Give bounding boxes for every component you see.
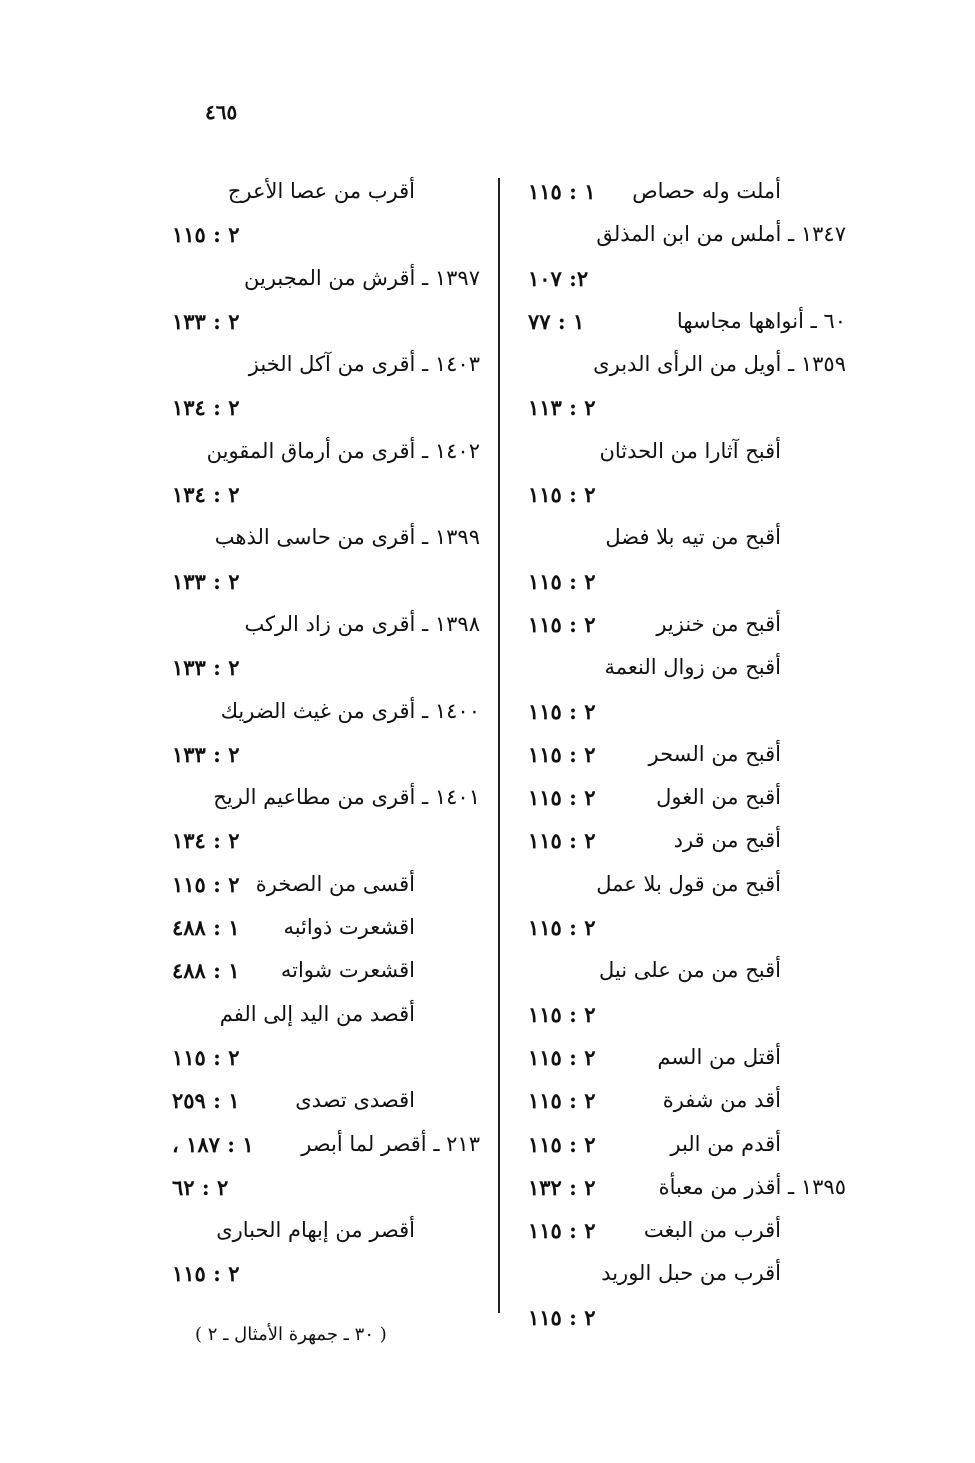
index-entry bbox=[528, 1079, 846, 1122]
index-entry bbox=[528, 343, 846, 386]
index-entry bbox=[172, 1079, 480, 1122]
index-entry bbox=[172, 819, 480, 862]
index-entry bbox=[172, 863, 480, 906]
entry-text: أقدم من البر bbox=[670, 1131, 781, 1156]
index-entry bbox=[172, 603, 480, 646]
entry-reference: ٢ : ١١٥ bbox=[528, 1044, 596, 1070]
page-footer: ( ٣٠ ـ جمهرة الأمثال ـ ٢ ) bbox=[195, 1324, 387, 1345]
entry-text: أقبح من تيه بلا فضل bbox=[605, 525, 781, 550]
entry-text: أقبح آثارا من الحدثان bbox=[599, 438, 781, 463]
index-entry bbox=[528, 300, 846, 343]
index-entry bbox=[172, 949, 480, 992]
entry-text: أقصر من إبهام الحبارى bbox=[216, 1218, 415, 1243]
entry-reference: ٢ : ١١٥ bbox=[528, 568, 596, 594]
entry-reference: ١ : ٤٨٨ bbox=[172, 958, 240, 984]
entry-text: ١٤٠٣ ـ أقرى من آكل الخبز bbox=[248, 352, 480, 377]
entry-text: ١٤٠١ ـ أقرى من مطاعيم الريح bbox=[213, 785, 480, 810]
entry-text: أقرب من عصا الأعرج bbox=[227, 179, 415, 203]
index-entry bbox=[172, 906, 480, 949]
index-entry bbox=[528, 1296, 846, 1339]
entry-reference: ١ : ٤٨٨ bbox=[172, 915, 240, 941]
entry-text: أقصد من اليد إلى الفم bbox=[219, 1001, 415, 1026]
index-entry bbox=[172, 300, 480, 343]
entry-reference: ٢ : ١٣٤ bbox=[172, 828, 240, 854]
index-entry bbox=[528, 690, 846, 733]
index-entry bbox=[172, 343, 480, 386]
entry-reference: ٢ : ١٣٣ bbox=[172, 741, 240, 767]
entry-text: أقسى من الصخرة bbox=[255, 871, 415, 896]
index-entry bbox=[172, 1166, 480, 1209]
entry-reference: ٢ : ١٣٢ bbox=[528, 1174, 596, 1200]
entry-text: أقبح من من على نيل bbox=[598, 958, 781, 983]
entry-text: اقشعرت ذوائبه bbox=[283, 915, 415, 940]
index-entry bbox=[172, 257, 480, 300]
entry-reference: ٢ : ١٣٤ bbox=[172, 482, 240, 508]
entry-text: اقشعرت شواته bbox=[280, 958, 415, 983]
entry-text: أقبح من زوال النعمة bbox=[604, 655, 781, 680]
entry-reference: ١ : ٧٧ bbox=[528, 308, 585, 334]
entry-text: أقبح من الغول bbox=[656, 785, 781, 810]
index-entry bbox=[172, 1123, 480, 1166]
left-column bbox=[172, 170, 480, 1296]
index-entry bbox=[528, 733, 846, 776]
entry-reference: ٢ : ١١٥ bbox=[172, 1044, 240, 1070]
entry-reference: ٢ : ١١٥ bbox=[528, 915, 596, 941]
entry-reference: ٢ : ١١٥ bbox=[172, 1261, 240, 1287]
entry-reference: ٢ : ١١٣ bbox=[528, 395, 596, 421]
index-entry bbox=[528, 993, 846, 1036]
entry-text: ١٣٩٩ ـ أقرى من حاسى الذهب bbox=[214, 525, 480, 550]
entry-reference: ٢ : ١١٥ bbox=[528, 1001, 596, 1027]
index-entry bbox=[528, 213, 846, 256]
index-entry bbox=[528, 170, 846, 213]
entry-reference: ٢ : ١١٥ bbox=[528, 482, 596, 508]
entry-reference: ١ : ١١٥ bbox=[528, 179, 596, 204]
index-entry bbox=[528, 819, 846, 862]
index-entry bbox=[528, 473, 846, 516]
entry-reference: ٢ : ١١٥ bbox=[172, 222, 240, 248]
entry-text: ١٣٤٧ ـ أملس من ابن المذلق bbox=[596, 222, 846, 247]
entry-text: أقد من شفرة bbox=[662, 1088, 781, 1113]
entry-text: اقصدى تصدى bbox=[295, 1088, 415, 1113]
entry-text: ٢١٣ ـ أقصر لما أبصر bbox=[301, 1131, 480, 1156]
entry-text: ١٣٩٥ ـ أقذر من معبأة bbox=[658, 1174, 846, 1199]
entry-text: أملت وله حصاص bbox=[632, 179, 781, 203]
entry-reference: ٢ : ١١٥ bbox=[528, 741, 596, 767]
index-entry bbox=[172, 993, 480, 1036]
index-entry bbox=[172, 733, 480, 776]
index-entry bbox=[172, 1209, 480, 1252]
entry-reference: ٢ : ١١٥ bbox=[528, 785, 596, 811]
index-entry bbox=[172, 646, 480, 689]
index-entry bbox=[528, 646, 846, 689]
entry-text: أقبح من قول بلا عمل bbox=[596, 871, 781, 896]
entry-reference: ٢: ١٠٧ bbox=[528, 265, 589, 291]
index-entry bbox=[172, 430, 480, 473]
index-entry bbox=[528, 1166, 846, 1209]
column-divider bbox=[498, 178, 500, 1313]
entry-text: ١٣٩٨ ـ أقرى من زاد الركب bbox=[244, 611, 480, 636]
index-entry bbox=[172, 690, 480, 733]
right-column bbox=[528, 170, 846, 1339]
index-entry bbox=[528, 430, 846, 473]
entry-reference: ٢ : ١٣٤ bbox=[172, 395, 240, 421]
index-entry bbox=[528, 863, 846, 906]
index-entry bbox=[172, 1252, 480, 1295]
index-entry bbox=[172, 473, 480, 516]
entry-text: أقرب من البغت bbox=[643, 1218, 781, 1243]
entry-reference: ٢ : ١١٥ bbox=[528, 1131, 596, 1157]
index-entry bbox=[528, 776, 846, 819]
index-entry bbox=[528, 1123, 846, 1166]
index-entry bbox=[172, 560, 480, 603]
index-entry bbox=[528, 603, 846, 646]
index-entry bbox=[528, 1036, 846, 1079]
entry-text: أقرب من حبل الوريد bbox=[601, 1261, 781, 1286]
index-entry bbox=[528, 949, 846, 992]
index-entry bbox=[528, 386, 846, 429]
index-entry bbox=[528, 906, 846, 949]
entry-text: ١٤٠٠ ـ أقرى من غيث الضريك bbox=[220, 698, 480, 723]
entry-reference: ٢ : ١١٥ bbox=[528, 828, 596, 854]
entry-reference: ٢ : ٦٢ bbox=[172, 1174, 229, 1200]
entry-text: ٦٠ ـ أنواهها مجاسها bbox=[676, 308, 846, 333]
index-entry bbox=[528, 516, 846, 559]
index-entry bbox=[172, 776, 480, 819]
entry-reference: ٢ : ١٣٣ bbox=[172, 308, 240, 334]
index-entry bbox=[172, 213, 480, 256]
entry-reference: ٢ : ١٣٣ bbox=[172, 568, 240, 594]
page-number: ٤٦٥ bbox=[205, 100, 238, 124]
index-entry bbox=[172, 170, 480, 213]
entry-text: ١٣٥٩ ـ أويل من الرأى الدبرى bbox=[593, 352, 846, 377]
entry-text: أقبح من قرد bbox=[673, 828, 781, 853]
entry-reference: ٢ : ١١٥ bbox=[528, 1088, 596, 1114]
entry-text: أقبح من خنزير bbox=[656, 611, 781, 636]
entry-reference: ١ : ١٨٧ ، bbox=[172, 1131, 254, 1157]
index-entry bbox=[528, 1209, 846, 1252]
entry-reference: ٢ : ١٣٣ bbox=[172, 655, 240, 681]
index-entry bbox=[172, 386, 480, 429]
entry-reference: ٢ : ١١٥ bbox=[528, 611, 596, 637]
index-entry bbox=[528, 257, 846, 300]
index-entry bbox=[528, 1252, 846, 1295]
entry-text: ١٣٩٧ ـ أقرش من المجبرين bbox=[244, 265, 480, 290]
entry-text: ١٤٠٢ ـ أقرى من أرماق المقوين bbox=[206, 438, 480, 463]
entry-text: أقبح من السحر bbox=[648, 741, 781, 766]
entry-reference: ٢ : ١١٥ bbox=[528, 1304, 596, 1330]
entry-reference: ٢ : ١١٥ bbox=[528, 1218, 596, 1244]
entry-reference: ٢ : ١١٥ bbox=[528, 698, 596, 724]
index-entry bbox=[528, 560, 846, 603]
entry-reference: ١ : ٢٥٩ bbox=[172, 1088, 240, 1114]
index-entry bbox=[172, 516, 480, 559]
index-entry bbox=[172, 1036, 480, 1079]
entry-text: أقتل من السم bbox=[657, 1044, 781, 1069]
entry-reference: ٢ : ١١٥ bbox=[172, 871, 240, 897]
